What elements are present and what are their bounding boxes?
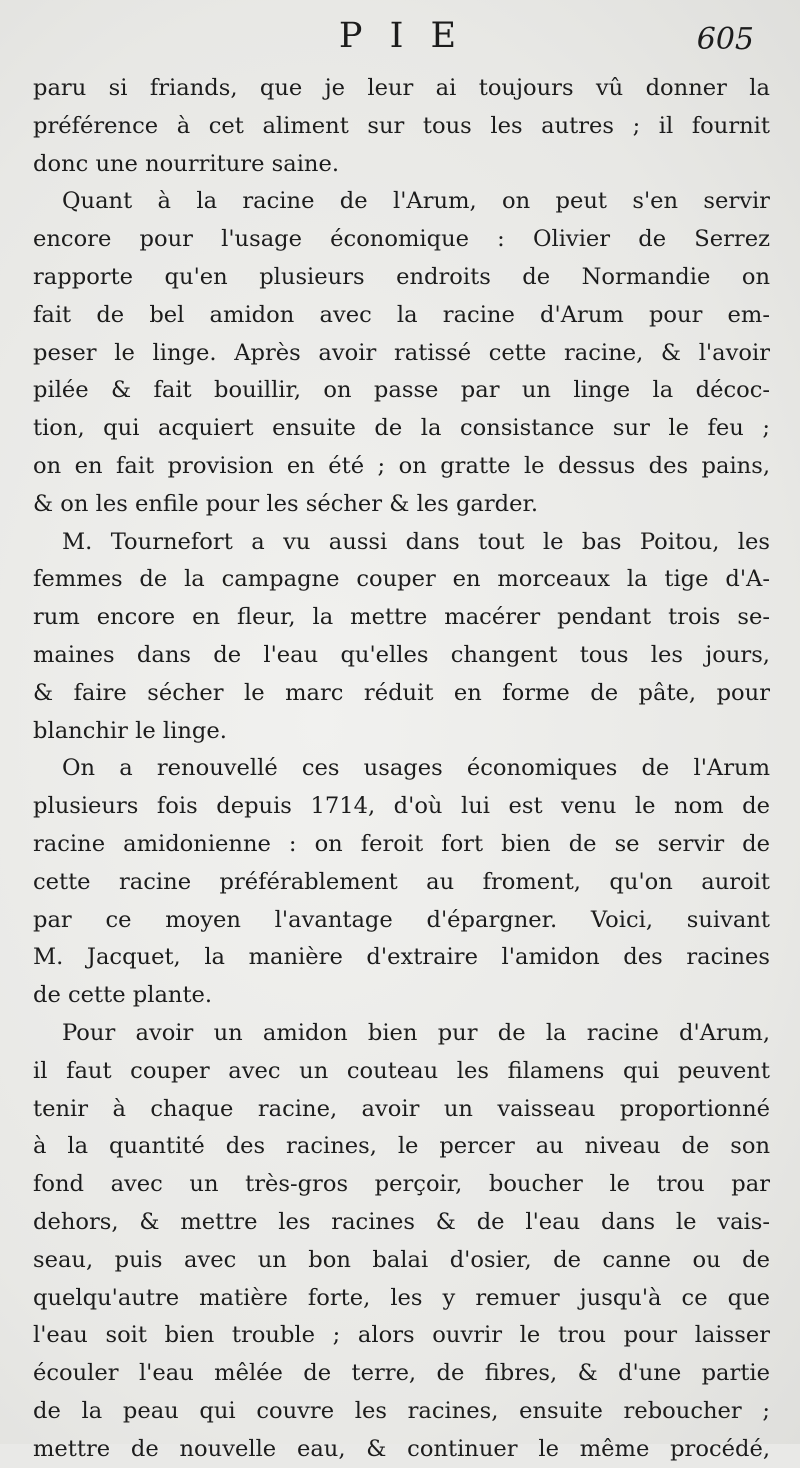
text-line: dehors, & mettre les racines & de l'eau dans le vais- (33, 1208, 770, 1235)
text-line: blanchir le linge. (33, 717, 227, 744)
text-line: paru si friands, que je leur ai toujours vû donner la (33, 75, 770, 101)
text-line: on en fait provision en été ; on gratte le dessus des pains, (33, 452, 770, 479)
text-line: écouler l'eau mêlée de terre, de fibres, & d'une partie (33, 1360, 770, 1387)
text-line: par ce moyen l'avantage d'épargner. Voici, suivant (33, 906, 770, 933)
text-line: il faut couper avec un couteau les filamens qui peuvent (33, 1057, 770, 1084)
text-line: femmes de la campagne couper en morceaux la tige d'A- (33, 566, 770, 593)
paragraph-first-line: Pour avoir un amidon bien pur de la racine d'Arum, (62, 1019, 770, 1046)
text-line: fond avec un très-gros perçoir, boucher le trou par (33, 1171, 770, 1198)
text-line: mettre de nouvelle eau, & continuer le même procédé, (33, 1435, 770, 1462)
text-line: préférence à cet aliment sur tous les autres ; il fournit (33, 112, 770, 139)
text-line: racine amidonienne : on feroit fort bien de se servir de (33, 830, 770, 857)
text-line: cette racine préférablement au froment, qu'on auroit (33, 868, 770, 895)
body-text (33, 70, 770, 1468)
text-line: rapporte qu'en plusieurs endroits de Normandie on (33, 263, 770, 290)
text-line: l'eau soit bien trouble ; alors ouvrir le trou pour laisser (33, 1322, 770, 1349)
paragraph-first-line: On a renouvellé ces usages économiques de l'Arum (62, 755, 770, 782)
text-line: fait de bel amidon avec la racine d'Arum pour em- (33, 301, 770, 328)
text-line: M. Jacquet, la manière d'extraire l'amidon des racines (33, 944, 770, 971)
text-line: rum encore en fleur, la mettre macérer pendant trois se- (33, 604, 770, 631)
text-line: donc une nourriture saine. (33, 150, 340, 177)
running-head: P I E (338, 16, 465, 56)
text-line: de la peau qui couvre les racines, ensuite reboucher ; (33, 1397, 770, 1424)
text-line: de cette plante. (33, 982, 213, 1009)
text-line: quelqu'autre matière forte, les y remuer jusqu'à ce que (33, 1284, 770, 1311)
text-line: seau, puis avec un bon balai d'osier, de canne ou de (33, 1246, 770, 1273)
text-line: & on les enfile pour les sécher & les garder. (33, 490, 539, 517)
page-header (33, 16, 770, 64)
text-line: à la quantité des racines, le percer au niveau de son (33, 1133, 770, 1160)
text-line: & faire sécher le marc réduit en forme de pâte, pour (33, 679, 770, 706)
page-number: 605 (696, 22, 754, 57)
text-line: tenir à chaque racine, avoir un vaisseau proportionné (33, 1095, 770, 1122)
text-line: pilée & fait bouillir, on passe par un linge la décoc- (33, 377, 770, 404)
text-line: encore pour l'usage économique : Olivier de Serrez (33, 226, 770, 253)
text-line: plusieurs fois depuis 1714, d'où lui est venu le nom de (33, 793, 770, 820)
text-line: maines dans de l'eau qu'elles changent tous les jours, (33, 641, 770, 668)
text-line: tion, qui acquiert ensuite de la consistance sur le feu ; (33, 415, 770, 442)
text-line: peser le linge. Après avoir ratissé cette racine, & l'avoir (33, 339, 770, 366)
paragraph-first-line: M. Tournefort a vu aussi dans tout le bas Poitou, les (62, 528, 770, 555)
paragraph-first-line: Quant à la racine de l'Arum, on peut s'en servir (62, 188, 770, 215)
